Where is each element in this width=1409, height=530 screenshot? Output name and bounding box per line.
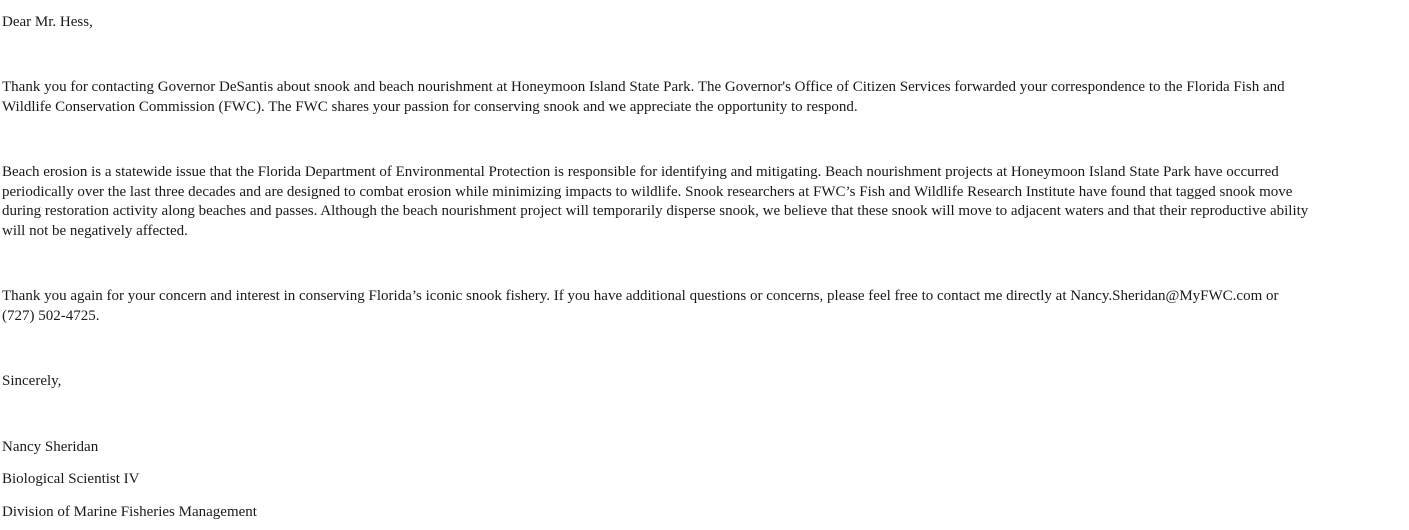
paragraph-contact [2, 287, 1406, 326]
paragraph-line: Wildlife Conservation Commission (FWC). The FWC shares your passion for conserving snook and we appreciate the opportunity to respond. [2, 98, 858, 115]
paragraph-line: (727) 502-4725. [2, 307, 100, 324]
signature-title: Biological Scientist IV [2, 471, 140, 487]
signature-name: Nancy Sheridan [2, 439, 99, 455]
paragraph-line: will not be negatively affected. [2, 222, 188, 239]
paragraph-line: Thank you for contacting Governor DeSantis about snook and beach nourishment at Honeymoon Island State Park. The Governor's Office of Citizen Services forwarded your correspondence to the Florida Fish and [2, 79, 1285, 95]
signature-division: Division of Marine Fisheries Management [2, 504, 257, 520]
paragraph-line: during restoration activity along beaches and passes. Although the beach nourishment project will temporarily disperse snook, we believe that these snook will move to adjacent waters and that their reproductive ability [2, 203, 1309, 219]
paragraph-intro [2, 78, 1406, 117]
paragraph-line: periodically over the last three decades and are designed to combat erosion while minimizing impacts to wildlife. Snook researchers at FWC’s Fish and Wildlife Research Institute have found that tagged snook move [2, 183, 1293, 200]
paragraph-line: Beach erosion is a statewide issue that the Florida Department of Environmental Protection is responsible for identifying and mitigating. Beach nourishment projects at Honeymoon Island State Park have occurred [2, 164, 1279, 180]
salutation: Dear Mr. Hess, [2, 14, 93, 30]
paragraph-line: Thank you again for your concern and interest in conserving Florida’s iconic snook fishery. If you have additional questions or concerns, please feel free to contact me directly at Nancy.Sheridan@MyFWC.com or [2, 288, 1279, 304]
closing: Sincerely, [2, 373, 62, 389]
paragraph-erosion [2, 163, 1406, 241]
